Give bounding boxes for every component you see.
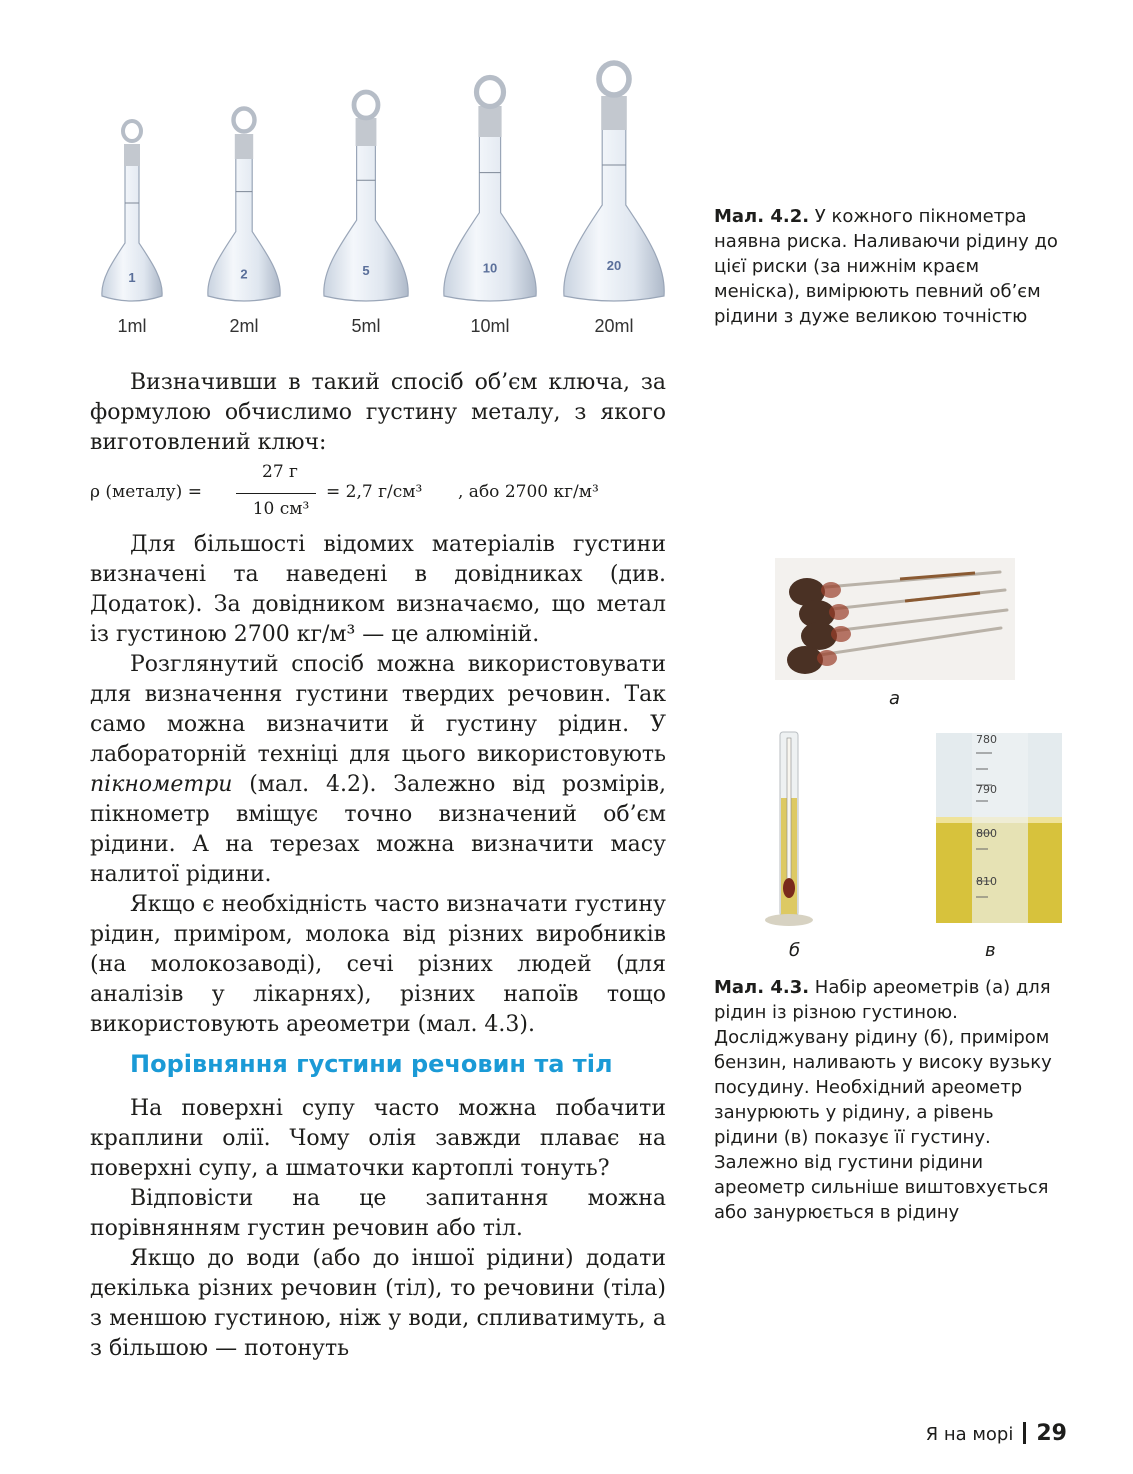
scale-mark-790: 790 xyxy=(976,783,997,796)
figure-4-2-caption xyxy=(714,204,1059,329)
paragraph-3-end: (мал. 4.2). Залежно від розмірів, пікнометр вміщує точно визначений об’єм рідини. А на терезах можна визначити масу налитої рідини. xyxy=(90,772,666,887)
flask-4 xyxy=(444,78,536,337)
flask-stopper-joint xyxy=(601,96,627,130)
paragraph-6: Відповісти на це запитання можна порівнянням густин речовин або тіл. xyxy=(90,1186,666,1241)
flask-stopper xyxy=(477,78,504,107)
hydrometer-scale-closeup-image xyxy=(936,733,1062,923)
flask-2 xyxy=(208,109,280,337)
flask-3 xyxy=(324,92,408,336)
figure-4-3-caption-text: Набір ареометрів (а) для рідин із різною густиною. Досліджувану рідину (б), приміром бензин, наливають у високу вузьку посудину. Необхідний ареометр занурюють у рідину, а рівень рідини (в) показує її густину. Залежно від густини рідини ареометр сильніше виштовхується або занурюється в рідину xyxy=(714,977,1052,1223)
footer-separator xyxy=(1023,1422,1026,1444)
flask-volume-label: 5ml xyxy=(351,316,381,336)
formula-numerator: 27 г xyxy=(262,462,298,482)
flask-stopper-joint xyxy=(356,118,377,146)
density-formula xyxy=(90,462,670,526)
footer-section-title: Я на морі xyxy=(925,1424,1014,1445)
flask-volume-label: 1ml xyxy=(117,316,147,336)
flask-stopper xyxy=(234,109,255,132)
flask-volume-label: 20ml xyxy=(594,316,634,336)
flask-volume-mark: 20 xyxy=(606,258,622,273)
figure-label-v: в xyxy=(985,940,996,961)
figure-4-2-caption-text: У кожного пікнометра наявна риска. Наливаючи рідину до цієї риски (за нижнім краєм меніска), вимірюють певний об’єм рідини з дуже великою точністю xyxy=(714,206,1058,327)
flask-volume-mark: 5 xyxy=(362,262,370,278)
figure-4-2-caption-label: Мал. 4.2. xyxy=(714,206,810,227)
flask-5 xyxy=(564,63,664,336)
paragraph-7: Якщо до води (або до іншої рідини) додати декілька різних речовин (тіл), то речовини (тіла) з меншою густиною, ніж у води, спливатимуть, а з більшою — потонуть xyxy=(90,1246,666,1361)
flask-volume-mark: 1 xyxy=(128,270,136,285)
pycnometer-flasks-image xyxy=(86,60,676,350)
formula-denominator: 10 см³ xyxy=(252,499,310,519)
flask-volume-label: 10ml xyxy=(470,316,510,336)
term-pycnometers: пікнометри xyxy=(90,772,233,797)
figure-4-3-caption xyxy=(714,975,1059,1225)
page-footer xyxy=(926,1421,1067,1446)
formula-alt: , або 2700 кг/м³ xyxy=(458,482,599,502)
figure-label-b: б xyxy=(789,940,801,961)
scale-mark-810: 810 xyxy=(976,875,997,888)
fraction-bar xyxy=(236,493,316,494)
paragraph-1: Визначивши в такий спосіб об’єм ключа, за формулою обчислимо густину металу, з якого виготовлений ключ: xyxy=(90,370,666,455)
section-heading: Порівняння густини речовин та тіл xyxy=(130,1050,613,1078)
scale-mark-800: 800 xyxy=(976,827,997,840)
hydrometer-set-image xyxy=(775,558,1015,680)
flask-stopper-joint xyxy=(478,106,501,137)
paragraph-3-start: Розглянутий спосіб можна використовувати для визначення густини твердих речовин. Так само можна визначити й густину рідин. У лабораторній техніці для цього використовують xyxy=(90,652,666,767)
flask-stopper-joint xyxy=(124,144,140,166)
formula-lhs: ρ (металу) = xyxy=(90,482,202,502)
flask-volume-label: 2ml xyxy=(229,316,259,336)
cylinder-with-hydrometer-image xyxy=(760,728,820,930)
paragraph-2: Для більшості відомих матеріалів густини визначені та наведені в довідниках (див. Додаток). За довідником визначаємо, що метал із густиною 2700 кг/м³ — це алюміній. xyxy=(90,532,666,647)
flask-volume-mark: 2 xyxy=(240,266,248,282)
figure-4-3-caption-label: Мал. 4.3. xyxy=(714,977,810,998)
formula-result: = 2,7 г/см³ xyxy=(326,482,423,502)
page-number: 29 xyxy=(1036,1421,1067,1446)
flask-stopper xyxy=(123,121,141,141)
paragraph-3 xyxy=(90,650,666,890)
paragraph-4: Якщо є необхідність часто визначати густину рідин, приміром, молока від різних виробників (на молокозаводі), сечі різних людей (для аналізів у лікарнях), різних напоїв тощо використовують ареометри (мал. 4.3). xyxy=(90,892,666,1037)
flask-stopper xyxy=(599,63,629,95)
paragraph-5: На поверхні супу часто можна побачити краплини олії. Чому олія завжди плаває на поверхні супу, а шматочки картоплі тонуть? xyxy=(90,1096,666,1181)
scale-mark-780: 780 xyxy=(976,733,997,746)
flask-volume-mark: 10 xyxy=(482,260,498,276)
flask-stopper-joint xyxy=(235,134,253,159)
figure-label-a: а xyxy=(889,688,901,709)
flask-stopper xyxy=(354,92,378,118)
flask-1 xyxy=(102,121,162,336)
